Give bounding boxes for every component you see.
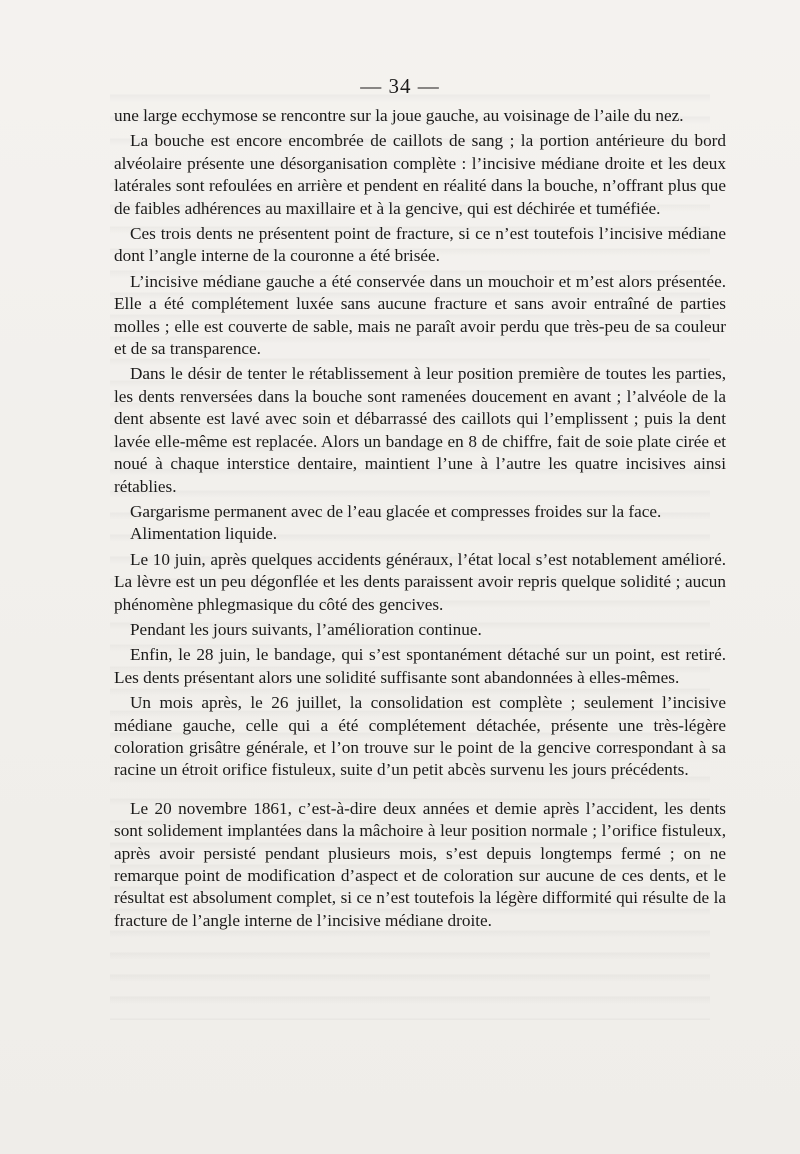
page-number: — 34 — — [360, 74, 440, 98]
paragraph-9: Pendant les jours suivants, l’amélioration continue. — [130, 619, 482, 639]
paragraph-1: une large ecchymose se rencontre sur la joue gauche, au voisinage de l’aile du nez. — [114, 106, 684, 125]
paragraph-6: Gargarisme permanent avec de l’eau glacée et compresses froides sur la face. — [130, 501, 662, 521]
body-text — [114, 105, 726, 932]
paragraph-3: Ces trois dents ne présentent point de fracture, si ce n’est toutefois l’incisive médiane dont l’angle interne de la couronne a été brisée. — [114, 224, 726, 266]
paragraph-8: Le 10 juin, après quelques accidents généraux, l’état local s’est notablement amélioré. La lèvre est un peu dégonflée et les dents paraissent avoir repris quelque solidité ; aucun phénomène phlegmasique du côté des gencives. — [114, 549, 726, 614]
paragraph-11: Un mois après, le 26 juillet, la consolidation est complète ; seulement l’incisive médiane gauche, celle qui a été complétement détachée, présente une très-légère coloration grisâtre générale, et l’on trouve sur le point de la gencive correspondant à sa racine un étroit orifice fistuleux, suite d’un petit abcès survenu les jours précédents. — [114, 693, 726, 780]
paragraph-7: Alimentation liquide. — [130, 524, 278, 544]
paragraph-12: Le 20 novembre 1861, c’est-à-dire deux années et demie après l’accident, les dents sont solidement implantées dans la mâchoire à leur position normale ; l’orifice fistuleux, après avoir persisté pendant plusieurs mois, s’est depuis longtemps fermé ; on ne remarque point de modification d’aspect et de coloration sur aucune de ces dents, et le résultat est absolument complet, si ce n’est toutefois la légère difformité qui résulte de la fracture de l’angle interne de l’incisive médiane droite. — [114, 798, 726, 930]
paragraph-5: Dans le désir de tenter le rétablissement à leur position première de toutes les parties, les dents renversées dans la bouche sont ramenées doucement en avant ; l’alvéole de la dent absente est lavé avec soin et débarrassé des caillots qui l’emplissent ; puis la dent lavée elle-même est replacée. Alors un bandage en 8 de chiffre, fait de soie plate cirée et noué à chaque interstice dentaire, maintient l’une à l’autre les quatre incisives ainsi rétablies. — [114, 364, 726, 496]
paragraph-10: Enfin, le 28 juin, le bandage, qui s’est spontanément détaché sur un point, est retiré. Les dents présentant alors une solidité suffisante sont abandonnées à elles-mêmes. — [114, 645, 726, 687]
paragraph-2: La bouche est encore encombrée de caillots de sang ; la portion antérieure du bord alvéolaire présente une désorganisation complète : l’incisive médiane droite et les deux latérales sont refoulées en arrière et pendent en réalité dans la bouche, n’offrant plus que de faibles adhérences au maxillaire et à la gencive, qui est déchirée et tuméfiée. — [114, 131, 726, 218]
paragraph-4: L’incisive médiane gauche a été conservée dans un mouchoir et m’est alors présentée. Elle a été complétement luxée sans aucune fracture et sans avoir entraîné de parties molles ; elle est couverte de sable, mais ne paraît avoir perdu que très-peu de sa couleur et de sa transparence. — [114, 271, 726, 359]
